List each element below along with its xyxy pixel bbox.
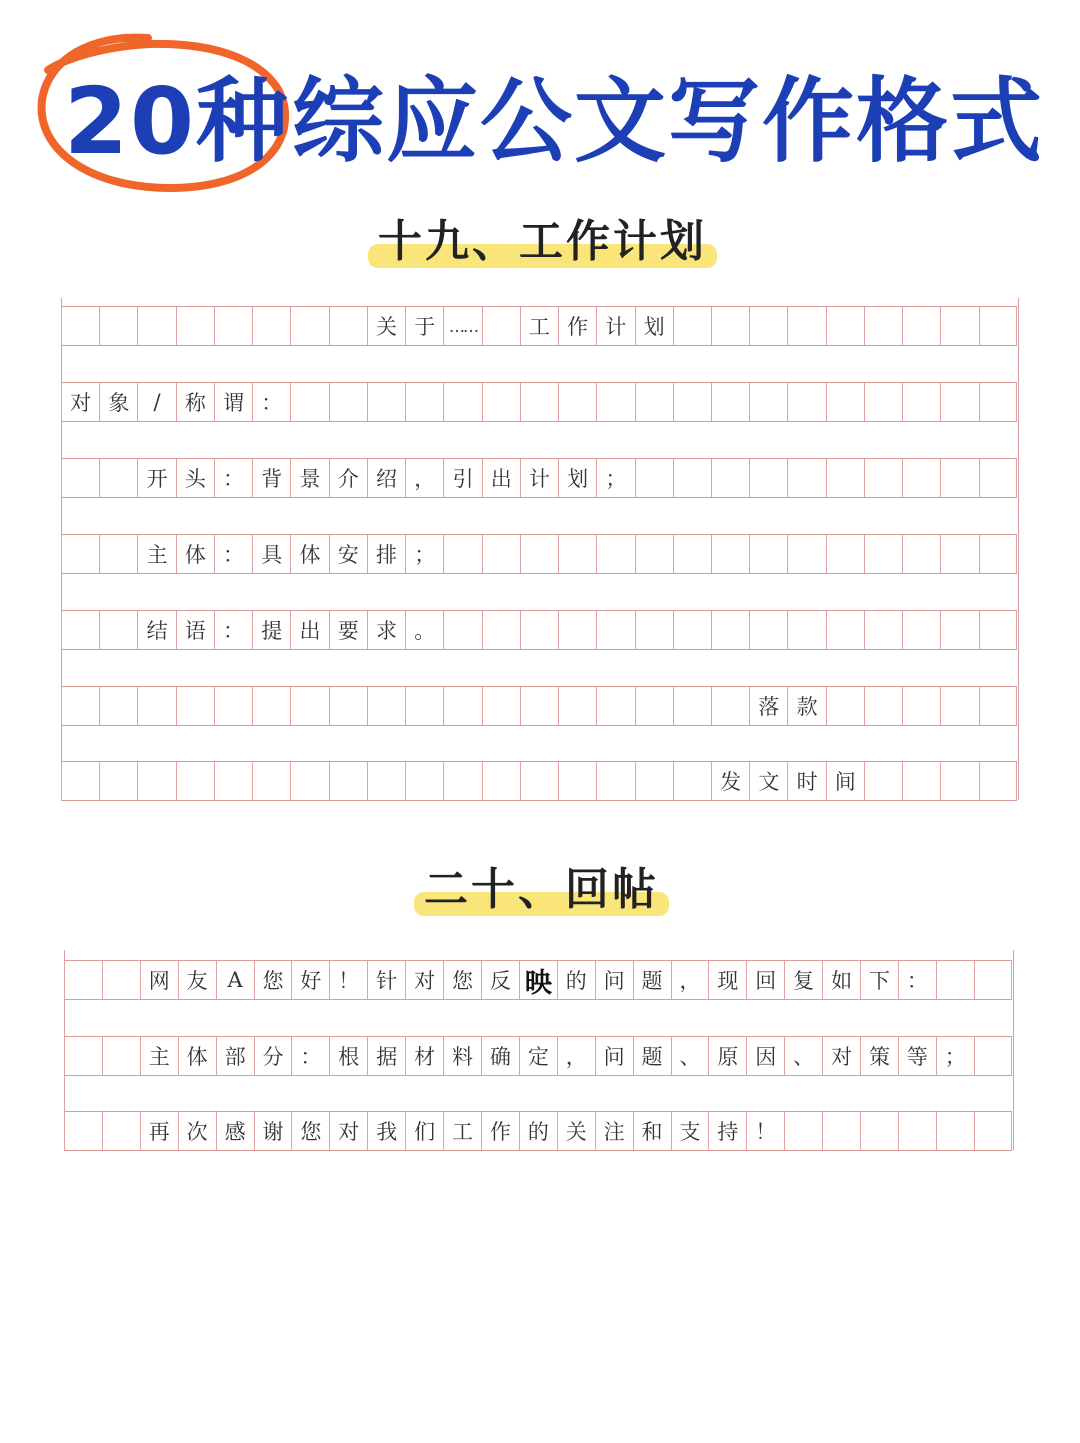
grid-cell [711,307,749,345]
grid-cell [443,383,481,421]
grid-cell: ； [936,1037,974,1075]
grid-cell: 问 [595,961,633,999]
grid-cell: 分 [254,1037,292,1075]
grid-cell: 关 [557,1112,595,1150]
grid-cell: 部 [216,1037,254,1075]
grid-cell [61,535,99,573]
grid-cell: ， [671,961,709,999]
grid-cell: 语 [176,611,214,649]
grid-cell [787,611,825,649]
grid-cell: 头 [176,459,214,497]
grid-cell: 款 [787,687,825,725]
grid-cell: 您 [291,1112,329,1150]
grid-cell: 求 [367,611,405,649]
grid-cell [826,307,864,345]
grid-cell: 划 [635,307,673,345]
grid-row [61,610,1017,650]
grid-cell [940,687,978,725]
grid-cell: 反 [481,961,519,999]
grid-cell [711,687,749,725]
grid-cell: 体 [290,535,328,573]
grid-cell [749,611,787,649]
grid-cell: 的 [557,961,595,999]
grid-cell [787,535,825,573]
grid-cell [864,459,902,497]
grid-cell [482,535,520,573]
grid-cell [864,383,902,421]
grid-cell [864,611,902,649]
grid-cell [787,459,825,497]
grid-cell [482,762,520,800]
grid-cell [974,1037,1012,1075]
grid-cell: 背 [252,459,290,497]
grid-cell [979,535,1017,573]
grid-cell: ！ [746,1112,784,1150]
grid-cell [443,762,481,800]
grid-cell [558,687,596,725]
grid-cell: 确 [481,1037,519,1075]
grid-cell [102,1037,140,1075]
grid-cell [61,307,99,345]
grid-cell: 对 [405,961,443,999]
grid-cell [749,383,787,421]
grid-cell [979,383,1017,421]
grid-cell: 景 [290,459,328,497]
grid-cell: 体 [176,535,214,573]
grid-cell [61,687,99,725]
grid-cell: 您 [254,961,292,999]
grid-cell: 据 [367,1037,405,1075]
grid-cell: ： [214,535,252,573]
grid-cell: 作 [481,1112,519,1150]
grid-cell [860,1112,898,1150]
grid-cell: 落 [749,687,787,725]
grid-cell [329,383,367,421]
grid-cell [979,611,1017,649]
grid-cell: 对 [61,383,99,421]
grid-cell [864,687,902,725]
grid-cell: 出 [482,459,520,497]
grid-cell: 注 [595,1112,633,1150]
grid-cell: 介 [329,459,367,497]
grid-cell [482,383,520,421]
grid-cell: 下 [860,961,898,999]
grid-cell: 体 [178,1037,216,1075]
grid-cell [64,961,102,999]
grid-cell: 。 [405,611,443,649]
grid-cell [64,1037,102,1075]
grid-cell [902,459,940,497]
grid-cell [252,687,290,725]
grid-cell: 要 [329,611,367,649]
grid-cell [974,961,1012,999]
grid-cell [520,611,558,649]
grid-cell: 策 [860,1037,898,1075]
grid-row [61,761,1017,801]
grid-cell [102,961,140,999]
grid-cell: 您 [443,961,481,999]
grid-cell: 再 [140,1112,178,1150]
grid-cell [137,307,175,345]
grid-cell [902,611,940,649]
grid-cell [329,307,367,345]
section-title-work-plan [372,214,713,270]
grid-cell [252,762,290,800]
grid-cell [329,687,367,725]
grid-cell: 持 [708,1112,746,1150]
grid-cell: 料 [443,1037,481,1075]
grid-cell: 材 [405,1037,443,1075]
grid-cell: 等 [898,1037,936,1075]
grid-cell [482,307,520,345]
grid-cell [635,383,673,421]
reply-post-grid [64,950,1014,1150]
grid-cell: 计 [596,307,634,345]
grid-cell [673,687,711,725]
grid-cell: 题 [633,961,671,999]
grid-cell [214,687,252,725]
grid-cell: 、 [671,1037,709,1075]
grid-cell [902,383,940,421]
grid-cell [711,383,749,421]
grid-cell: ， [405,459,443,497]
grid-cell [596,383,634,421]
grid-cell: 出 [290,611,328,649]
grid-cell [61,459,99,497]
grid-cell [64,1112,102,1150]
grid-cell [826,611,864,649]
grid-cell [99,611,137,649]
grid-cell [979,307,1017,345]
work-plan-grid [61,298,1019,800]
grid-cell [176,687,214,725]
grid-cell [711,611,749,649]
grid-cell [558,535,596,573]
grid-cell [558,762,596,800]
grid-cell [749,307,787,345]
grid-cell [826,687,864,725]
grid-cell: 对 [329,1112,367,1150]
grid-cell [290,307,328,345]
section-title-reply-post [418,862,665,918]
grid-cell [99,535,137,573]
grid-cell: 支 [671,1112,709,1150]
grid-cell: 文 [749,762,787,800]
grid-cell [558,383,596,421]
grid-cell [635,762,673,800]
grid-cell [979,687,1017,725]
grid-cell [902,535,940,573]
grid-row [61,534,1017,574]
grid-cell [940,383,978,421]
grid-cell [99,762,137,800]
grid-cell [635,687,673,725]
grid-cell: ： [214,611,252,649]
grid-cell [898,1112,936,1150]
grid-cell [902,307,940,345]
grid-cell: ， [557,1037,595,1075]
grid-cell [749,535,787,573]
title-number: 20种 [64,68,291,175]
grid-cell [864,307,902,345]
grid-cell [940,459,978,497]
grid-cell [673,383,711,421]
grid-cell [635,459,673,497]
grid-cell: 网 [140,961,178,999]
grid-cell [902,687,940,725]
grid-cell: 因 [746,1037,784,1075]
grid-cell: 开 [137,459,175,497]
grid-cell [214,307,252,345]
grid-cell: / [137,383,175,421]
grid-cell: 映 [519,961,557,999]
grid-cell [864,535,902,573]
grid-cell [711,535,749,573]
grid-cell [99,687,137,725]
grid-cell [482,611,520,649]
grid-cell: 称 [176,383,214,421]
grid-cell [673,762,711,800]
grid-cell [367,383,405,421]
grid-cell [673,459,711,497]
grid-cell: 现 [708,961,746,999]
grid-cell: 针 [367,961,405,999]
grid-row [61,458,1017,498]
grid-cell: 发 [711,762,749,800]
grid-cell: 题 [633,1037,671,1075]
grid-cell: 和 [633,1112,671,1150]
grid-cell: 、 [784,1037,822,1075]
grid-cell: 们 [405,1112,443,1150]
grid-cell [558,611,596,649]
grid-cell [673,535,711,573]
grid-row [64,960,1012,1000]
grid-cell [979,762,1017,800]
grid-cell: 结 [137,611,175,649]
grid-cell: 提 [252,611,290,649]
grid-cell [329,762,367,800]
grid-cell [596,687,634,725]
grid-cell: 象 [99,383,137,421]
grid-cell: 工 [520,307,558,345]
grid-cell [940,535,978,573]
grid-cell: 好 [291,961,329,999]
section-title-text: 二十、回帖 [424,864,659,915]
grid-cell: 时 [787,762,825,800]
grid-cell [405,383,443,421]
grid-cell [520,762,558,800]
grid-cell: 的 [519,1112,557,1150]
grid-cell [784,1112,822,1150]
page-title: 综应公文写作格式 [292,68,1045,175]
grid-cell [902,762,940,800]
grid-cell [290,687,328,725]
grid-cell: 安 [329,535,367,573]
grid-cell [367,687,405,725]
grid-cell: 排 [367,535,405,573]
grid-cell [940,762,978,800]
grid-cell: A [216,961,254,999]
title-banner [0,0,1080,200]
grid-cell [711,459,749,497]
grid-cell [405,687,443,725]
grid-cell: 主 [137,535,175,573]
grid-cell [290,762,328,800]
grid-row [61,306,1017,346]
grid-cell [443,611,481,649]
grid-cell [520,687,558,725]
grid-cell: 主 [140,1037,178,1075]
grid-cell: 工 [443,1112,481,1150]
grid-cell [482,687,520,725]
grid-cell: 问 [595,1037,633,1075]
grid-cell: 根 [329,1037,367,1075]
grid-cell: ！ [329,961,367,999]
grid-cell [61,762,99,800]
grid-cell: 间 [826,762,864,800]
grid-cell: …… [443,307,481,345]
grid-cell: 我 [367,1112,405,1150]
grid-cell: 复 [784,961,822,999]
grid-cell: 具 [252,535,290,573]
grid-cell: 对 [822,1037,860,1075]
grid-cell: 谢 [254,1112,292,1150]
grid-cell: ； [596,459,634,497]
grid-cell [974,1112,1012,1150]
grid-cell [864,762,902,800]
grid-cell [405,762,443,800]
grid-cell: 定 [519,1037,557,1075]
grid-cell [635,535,673,573]
grid-cell [826,459,864,497]
grid-cell [137,762,175,800]
grid-cell: 次 [178,1112,216,1150]
grid-cell [443,535,481,573]
grid-row [64,1036,1012,1076]
grid-cell: 友 [178,961,216,999]
grid-cell [214,762,252,800]
grid-cell [290,383,328,421]
grid-cell: 绍 [367,459,405,497]
grid-cell [749,459,787,497]
grid-cell [787,307,825,345]
grid-cell: 计 [520,459,558,497]
grid-cell [102,1112,140,1150]
grid-cell [826,383,864,421]
grid-cell [936,961,974,999]
grid-cell [936,1112,974,1150]
grid-cell: 如 [822,961,860,999]
grid-cell: 原 [708,1037,746,1075]
grid-cell [826,535,864,573]
grid-cell [596,762,634,800]
grid-cell: ： [214,459,252,497]
grid-row [64,1111,1012,1151]
grid-cell [979,459,1017,497]
grid-cell: 回 [746,961,784,999]
grid-cell [99,459,137,497]
grid-cell [176,762,214,800]
grid-cell: ： [252,383,290,421]
grid-cell [61,611,99,649]
grid-row [61,382,1017,422]
grid-cell [367,762,405,800]
section-title-text: 十九、工作计划 [378,216,707,267]
grid-cell [176,307,214,345]
grid-cell [940,307,978,345]
grid-cell: 作 [558,307,596,345]
grid-cell [673,611,711,649]
grid-row [61,686,1017,726]
grid-cell [520,535,558,573]
grid-cell [520,383,558,421]
grid-cell: 关 [367,307,405,345]
grid-cell: ： [291,1037,329,1075]
grid-cell [252,307,290,345]
grid-cell: 划 [558,459,596,497]
grid-cell: ： [898,961,936,999]
grid-cell: 谓 [214,383,252,421]
grid-cell [822,1112,860,1150]
grid-cell [940,611,978,649]
grid-cell [443,687,481,725]
grid-cell [99,307,137,345]
grid-cell: 引 [443,459,481,497]
grid-cell: 感 [216,1112,254,1150]
grid-cell: 于 [405,307,443,345]
grid-cell: ； [405,535,443,573]
grid-cell [596,611,634,649]
grid-cell [635,611,673,649]
grid-cell [787,383,825,421]
grid-cell [137,687,175,725]
grid-cell [596,535,634,573]
grid-cell [673,307,711,345]
